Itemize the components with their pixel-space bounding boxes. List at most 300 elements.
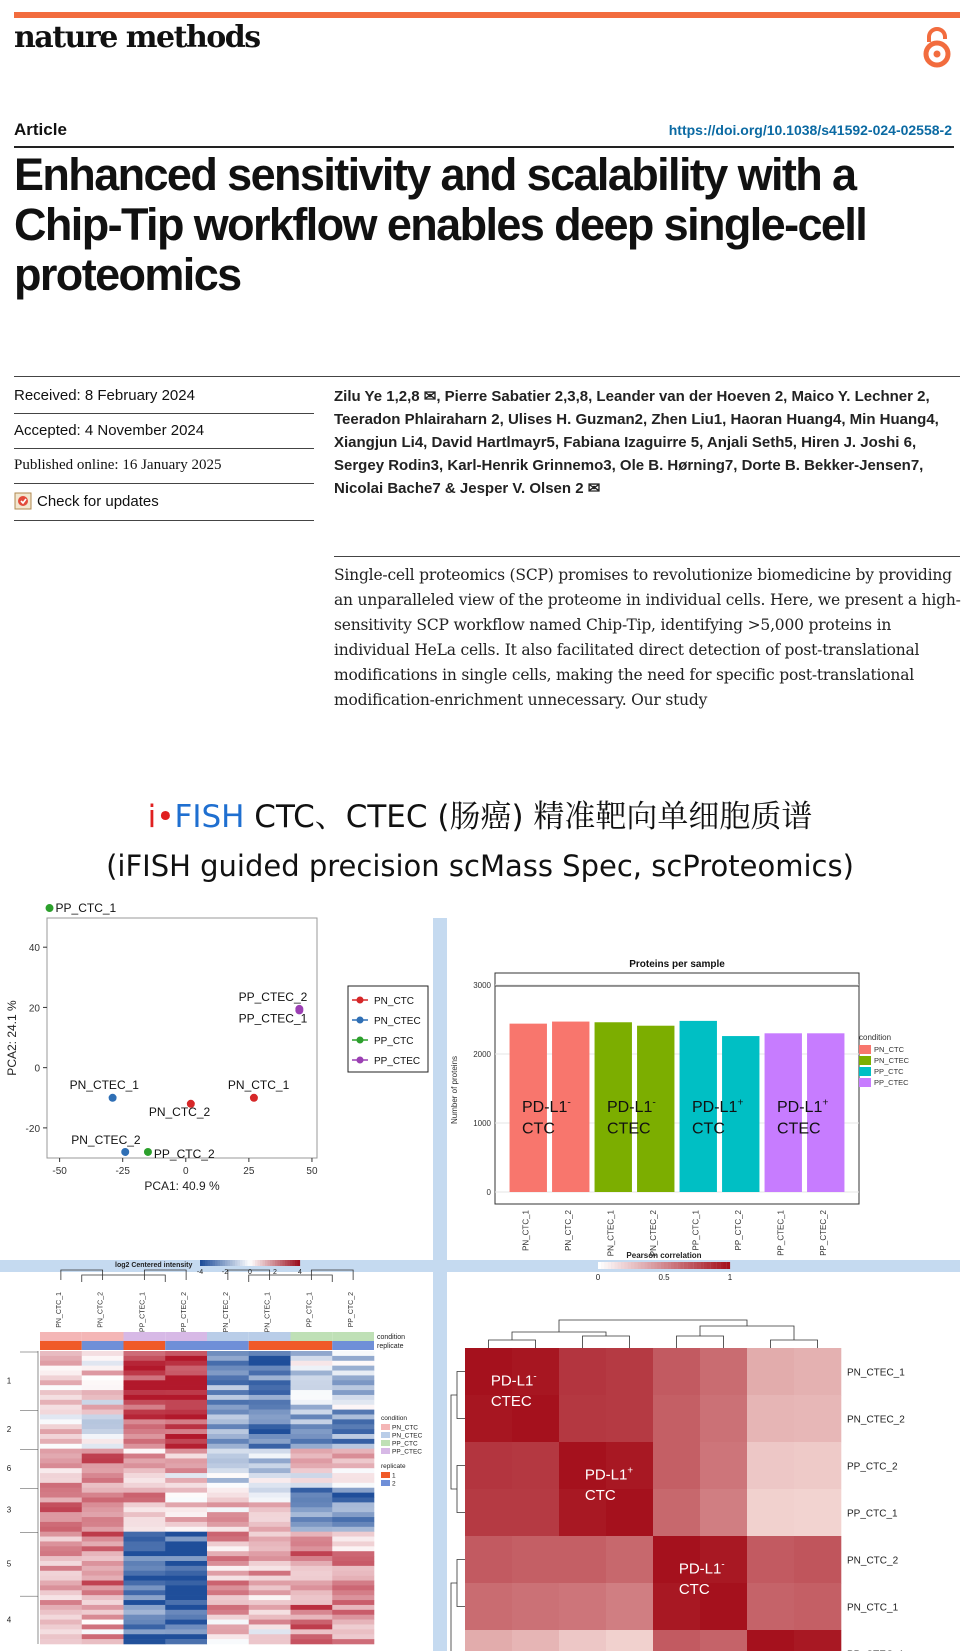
hm1-cell — [40, 1351, 82, 1356]
hm1-cell — [82, 1556, 124, 1561]
hm1-cell — [82, 1546, 124, 1551]
hm2-top-dendrogram — [771, 1340, 818, 1348]
abstract-text: Single-cell proteomics (SCP) promises to revolutionize biomedicine by providing an unparalleled view of the proteome in individual cells. Here, we present a high-sensitivity SCP workflow named Chip-Tip, identifying >5,000 proteins in individual HeLa cells. It also facilitated direct detection of post-translational modifications in single cells, making the need for specific post-translational modification-enrichment unnecessary. Our study — [334, 566, 961, 709]
published-date: Published online: 16 January 2025 — [14, 457, 222, 473]
bar-annotation-line2: CTC — [692, 1120, 725, 1138]
hm1-cell — [124, 1410, 166, 1415]
hm1-cell — [249, 1439, 291, 1444]
hm1-cell — [207, 1541, 249, 1546]
hm1-cell — [207, 1629, 249, 1634]
hm1-cell — [207, 1405, 249, 1410]
pca-y-tick-label: 40 — [28, 943, 40, 955]
hm1-cell — [291, 1522, 333, 1527]
hm1-cell — [291, 1527, 333, 1532]
hm1-cell — [124, 1473, 166, 1478]
hm1-legend-label: 1 — [392, 1472, 396, 1480]
hm2-annotation-line2: CTEC — [490, 1392, 532, 1410]
hm2-scale-bar-step — [654, 1262, 657, 1269]
hm1-cell — [165, 1546, 207, 1551]
hm1-cell — [291, 1405, 333, 1410]
hm1-cell — [82, 1410, 124, 1415]
hm1-cell — [124, 1400, 166, 1405]
hm1-scale-tick-label: 2 — [273, 1269, 277, 1276]
pca-legend-label: PP_CTEC — [374, 1056, 421, 1067]
hm1-cell — [291, 1449, 333, 1454]
hm1-cell — [124, 1434, 166, 1439]
hm1-replicate-cell — [291, 1341, 333, 1350]
hm1-cell — [82, 1361, 124, 1366]
hm1-column-label: PP_CTEC_2 — [181, 1292, 189, 1333]
hm1-condition-cell — [332, 1332, 374, 1341]
hm2-scale-bar-step — [644, 1262, 647, 1269]
hm1-cell — [332, 1571, 374, 1576]
hm1-replicate-cell — [332, 1341, 374, 1350]
hm2-cell — [606, 1536, 653, 1583]
bar-legend-label: PN_CTEC — [874, 1056, 910, 1065]
hm1-cell — [249, 1463, 291, 1468]
hm1-cell — [40, 1576, 82, 1581]
hm1-cell — [165, 1414, 207, 1419]
bar-legend-swatch — [859, 1045, 871, 1054]
bar-legend-label: PP_CTC — [874, 1067, 904, 1076]
hm2-row-label: PN_CTEC_1 — [847, 1367, 905, 1379]
hm1-cell — [165, 1449, 207, 1454]
hm1-cell — [124, 1493, 166, 1498]
hm1-cell — [82, 1478, 124, 1483]
hm1-cell — [165, 1634, 207, 1639]
hm1-cell — [40, 1449, 82, 1454]
bar-x-tick-label: PP_CTC_1 — [691, 1210, 701, 1251]
pca-x-tick-label: 50 — [306, 1166, 318, 1177]
hm1-cell — [124, 1454, 166, 1459]
hm1-cell — [124, 1615, 166, 1620]
hm1-cell — [124, 1595, 166, 1600]
hm1-cell — [40, 1502, 82, 1507]
hm1-cell — [207, 1424, 249, 1429]
hm2-scale-bar-step — [631, 1262, 634, 1269]
hm1-legend-swatch — [381, 1424, 390, 1430]
hm1-cell — [249, 1351, 291, 1356]
hm1-cell — [40, 1375, 82, 1380]
pca-legend-marker — [357, 1057, 364, 1064]
hm1-cell — [207, 1576, 249, 1581]
hm1-cell — [40, 1498, 82, 1503]
bar-annotation: PD-L1+ — [692, 1097, 744, 1116]
hm1-cell — [124, 1468, 166, 1473]
hm1-cell — [291, 1590, 333, 1595]
hm2-left-dendrogram — [451, 1583, 457, 1651]
hm1-cell — [207, 1537, 249, 1542]
hm2-scale-bar-step — [634, 1262, 637, 1269]
hm1-cell — [207, 1610, 249, 1615]
hm1-cell — [165, 1522, 207, 1527]
hm1-cell — [332, 1551, 374, 1556]
hm2-scale-bar-step — [638, 1262, 641, 1269]
hm2-cell — [794, 1348, 841, 1395]
bar-x-tick-label: PN_CTC_2 — [563, 1210, 573, 1251]
hm2-cell — [747, 1583, 794, 1630]
hm1-scale-bar-step — [213, 1260, 216, 1266]
check-updates-button[interactable] — [14, 492, 159, 510]
hm1-cell — [165, 1434, 207, 1439]
check-updates-icon — [14, 492, 32, 510]
hm1-cell — [124, 1419, 166, 1424]
bar-annotation-line2: CTEC — [777, 1120, 821, 1138]
hm1-cell — [207, 1444, 249, 1449]
hm1-scale-bar-step — [268, 1260, 271, 1266]
hm1-cell — [124, 1522, 166, 1527]
hm1-cell — [165, 1585, 207, 1590]
hm1-legend-swatch — [381, 1440, 390, 1446]
hm2-left-dendrogram — [457, 1372, 465, 1419]
hm1-cell — [249, 1605, 291, 1610]
hm1-cell — [291, 1473, 333, 1478]
hm1-cell — [291, 1414, 333, 1419]
hm1-cell — [165, 1375, 207, 1380]
hm1-replicate-cell — [124, 1341, 166, 1350]
hm1-cell — [207, 1473, 249, 1478]
hm1-cell — [332, 1463, 374, 1468]
hm1-cell — [207, 1454, 249, 1459]
hm1-cell — [332, 1356, 374, 1361]
hm1-scale-bar-step — [283, 1260, 286, 1266]
pca-point-label: PP_CTEC_2 — [238, 989, 308, 1004]
hm1-cell — [124, 1537, 166, 1542]
hm1-row-cluster-label: 4 — [6, 1615, 12, 1625]
hm1-cell — [207, 1590, 249, 1595]
hm1-cell — [124, 1502, 166, 1507]
hm1-cell — [165, 1419, 207, 1424]
hm1-cell — [124, 1449, 166, 1454]
hm1-cell — [40, 1546, 82, 1551]
hm1-cell — [291, 1532, 333, 1537]
hm1-cell — [82, 1522, 124, 1527]
hm2-cell — [559, 1630, 606, 1651]
hm1-cell — [124, 1351, 166, 1356]
hm1-cell — [40, 1488, 82, 1493]
hm1-cell — [40, 1405, 82, 1410]
hm1-cell — [82, 1502, 124, 1507]
pca-point-label: PN_CTEC_1 — [69, 1077, 139, 1092]
hm2-row-label: PP_CTC_2 — [847, 1461, 898, 1473]
hm1-scale-bar-step — [238, 1260, 241, 1266]
hm1-scale-bar-step — [223, 1260, 226, 1266]
hm2-cell — [512, 1442, 559, 1489]
hm1-cell — [40, 1629, 82, 1634]
hm1-cell — [165, 1366, 207, 1371]
hm1-cell — [207, 1439, 249, 1444]
hm1-cell — [124, 1424, 166, 1429]
hm1-row-cluster-label: 6 — [6, 1464, 12, 1474]
hm1-cell — [40, 1458, 82, 1463]
hm1-cell — [207, 1493, 249, 1498]
hm1-cell — [82, 1390, 124, 1395]
hm1-cell — [165, 1576, 207, 1581]
bar-legend-swatch — [859, 1078, 871, 1087]
hm1-cell — [207, 1449, 249, 1454]
hm1-legend-swatch — [381, 1432, 390, 1438]
hm1-cell — [82, 1629, 124, 1634]
hm1-cell — [82, 1595, 124, 1600]
title-rule — [14, 146, 954, 148]
hm1-cell — [124, 1571, 166, 1576]
hm1-cell — [249, 1424, 291, 1429]
hm1-cell — [124, 1385, 166, 1390]
hm1-cell — [82, 1605, 124, 1610]
hm2-cell — [700, 1630, 747, 1651]
hm1-cell — [40, 1380, 82, 1385]
hm1-replicate-cell — [207, 1341, 249, 1350]
accepted-date: Accepted: 4 November 2024 — [14, 422, 205, 439]
hm1-cell — [332, 1454, 374, 1459]
hm1-legend-label: PN_CTEC — [392, 1432, 423, 1440]
hm1-cell — [291, 1439, 333, 1444]
hm2-cell — [653, 1395, 700, 1442]
hm1-cell — [249, 1473, 291, 1478]
bar-legend-title: condition — [859, 1033, 892, 1042]
hm1-cell — [207, 1385, 249, 1390]
hm1-cell — [124, 1590, 166, 1595]
hm1-cell — [249, 1512, 291, 1517]
bar-y-tick-label: 1000 — [473, 1119, 491, 1128]
hm2-cell — [653, 1442, 700, 1489]
hm1-legend-label: PP_CTC — [392, 1440, 418, 1448]
hm1-cell — [165, 1371, 207, 1376]
hm1-condition-cell — [165, 1332, 207, 1341]
hm1-cell — [207, 1380, 249, 1385]
hm2-scale-bar-step — [608, 1262, 611, 1269]
hm2-scale-bar-step — [723, 1262, 726, 1269]
hm1-cell — [124, 1527, 166, 1532]
bar-annotation: PD-L1- — [522, 1097, 571, 1116]
hm1-cell — [291, 1498, 333, 1503]
hm1-cell — [165, 1571, 207, 1576]
hm1-cell — [207, 1375, 249, 1380]
hm2-scale-bar-step — [601, 1262, 604, 1269]
hm1-cell — [291, 1493, 333, 1498]
hm1-cell — [291, 1581, 333, 1586]
hm2-annotation: PD-L1- — [490, 1371, 537, 1390]
hm1-cell — [207, 1615, 249, 1620]
hm1-cell — [249, 1468, 291, 1473]
hm1-legend-label: PP_CTEC — [392, 1448, 422, 1456]
hm2-cell — [465, 1536, 512, 1583]
hm1-cell — [82, 1507, 124, 1512]
pca-point-label: PP_CTC_2 — [153, 1146, 215, 1161]
hm1-cell — [40, 1371, 82, 1376]
hm2-cell — [559, 1583, 606, 1630]
hm1-cell — [249, 1493, 291, 1498]
hm1-cell — [249, 1449, 291, 1454]
pca-point — [121, 1148, 129, 1156]
journal-accent-bar — [14, 12, 960, 18]
hm1-cell — [249, 1507, 291, 1512]
hm1-cell — [291, 1585, 333, 1590]
hm1-cell — [124, 1405, 166, 1410]
pca-x-tick-label: -50 — [52, 1166, 67, 1177]
caption-title: CTC、CTEC (肠癌) 精准靶向单细胞质谱 — [244, 799, 813, 835]
hm1-cell — [332, 1566, 374, 1571]
hm1-cell — [249, 1390, 291, 1395]
hm2-row-label: PP_CTC_1 — [847, 1508, 898, 1520]
hm1-cell — [207, 1468, 249, 1473]
hm1-cell — [124, 1356, 166, 1361]
hm2-scale-bar-step — [664, 1262, 667, 1269]
hm1-cell — [124, 1576, 166, 1581]
hm1-scale-bar-step — [273, 1260, 276, 1266]
meta-rule — [14, 413, 314, 414]
hm2-scale-bar-step — [710, 1262, 713, 1269]
hm1-cell — [249, 1478, 291, 1483]
hm1-scale-bar-step — [220, 1260, 223, 1266]
hm2-scale-bar-step — [605, 1262, 608, 1269]
hm1-scale-bar-step — [225, 1260, 228, 1266]
hm1-cell — [207, 1556, 249, 1561]
hm1-scale-bar-step — [298, 1260, 301, 1266]
meta-rule — [14, 448, 314, 449]
hm1-scale-bar-step — [255, 1260, 258, 1266]
hm2-cell — [606, 1348, 653, 1395]
hm1-scale-bar-step — [233, 1260, 236, 1266]
hm1-cell — [124, 1366, 166, 1371]
hm1-cell — [124, 1512, 166, 1517]
hm1-cell — [332, 1624, 374, 1629]
hm1-cell — [291, 1400, 333, 1405]
hm2-scale-bar-step — [690, 1262, 693, 1269]
hm1-scale-bar-step — [240, 1260, 243, 1266]
hm1-cell — [207, 1478, 249, 1483]
hm2-cell — [700, 1489, 747, 1536]
hm2-cell — [794, 1442, 841, 1489]
bar-x-tick-label: PP_CTC_2 — [733, 1210, 743, 1251]
hm1-cell — [82, 1405, 124, 1410]
figure-caption-line1 — [0, 791, 960, 836]
hm2-scale-tick-label: 1 — [727, 1273, 733, 1282]
hm1-cell — [207, 1400, 249, 1405]
hm1-cell — [291, 1639, 333, 1644]
hm2-top-dendrogram — [677, 1336, 724, 1348]
hm1-cell — [82, 1483, 124, 1488]
hm1-cell — [332, 1610, 374, 1615]
hm1-cell — [40, 1517, 82, 1522]
hm1-cell — [207, 1414, 249, 1419]
hm1-cell — [165, 1493, 207, 1498]
hm1-cell — [332, 1351, 374, 1356]
hm2-cell — [700, 1395, 747, 1442]
hm1-cell — [207, 1551, 249, 1556]
meta-rule — [14, 483, 314, 484]
hm1-cell — [332, 1458, 374, 1463]
hm1-cell — [332, 1620, 374, 1625]
hm1-cell — [249, 1556, 291, 1561]
hm1-cell — [249, 1571, 291, 1576]
hm1-cell — [291, 1546, 333, 1551]
hm1-cell — [165, 1507, 207, 1512]
hm2-cell — [465, 1630, 512, 1651]
hm2-cell — [747, 1630, 794, 1651]
hm1-cell — [291, 1551, 333, 1556]
hm1-cell — [165, 1639, 207, 1644]
hm1-cell — [291, 1624, 333, 1629]
hm2-cell — [700, 1442, 747, 1489]
pca-legend-label: PN_CTC — [374, 996, 415, 1007]
hm1-cell — [165, 1395, 207, 1400]
hm1-cell — [332, 1488, 374, 1493]
hm1-cell — [82, 1366, 124, 1371]
hm1-cell — [207, 1366, 249, 1371]
hm1-cell — [82, 1454, 124, 1459]
hm2-annotation-line2: CTC — [678, 1580, 710, 1598]
hm1-cell — [249, 1395, 291, 1400]
hm1-cell — [82, 1380, 124, 1385]
article-type-label: Article — [14, 120, 67, 139]
hm2-scale-bar-step — [621, 1262, 624, 1269]
hm1-cell — [82, 1493, 124, 1498]
bar-y-tick-label: 3000 — [473, 981, 491, 990]
hm1-cell — [332, 1429, 374, 1434]
doi-link[interactable]: https://doi.org/10.1038/s41592-024-02558-2 — [668, 122, 952, 138]
hm2-cell — [794, 1395, 841, 1442]
hm1-cell — [82, 1468, 124, 1473]
hm1-cell — [124, 1546, 166, 1551]
hm1-cell — [40, 1419, 82, 1424]
hm1-cell — [165, 1405, 207, 1410]
hm1-cell — [40, 1605, 82, 1610]
intensity-heatmap — [0, 1262, 433, 1651]
hm1-cell — [82, 1620, 124, 1625]
hm1-cell — [82, 1351, 124, 1356]
hm2-cell — [794, 1489, 841, 1536]
hm1-cell — [332, 1639, 374, 1644]
hm2-cell — [512, 1583, 559, 1630]
hm2-cell — [465, 1442, 512, 1489]
hm1-cell — [40, 1590, 82, 1595]
hm1-cell — [249, 1498, 291, 1503]
hm1-cell — [249, 1537, 291, 1542]
hm1-cell — [207, 1361, 249, 1366]
hm2-cell — [559, 1348, 606, 1395]
hm2-scale-bar-step — [624, 1262, 627, 1269]
hm2-cell — [747, 1395, 794, 1442]
hm2-cell — [747, 1489, 794, 1536]
hm1-cell — [40, 1551, 82, 1556]
hm1-cell — [332, 1605, 374, 1610]
journal-name[interactable]: nature methods — [14, 20, 260, 55]
hm1-row-cluster-label: 3 — [6, 1505, 12, 1515]
pca-y-axis-label: PCA2: 24.1 % — [5, 1000, 19, 1076]
hm1-cell — [40, 1454, 82, 1459]
hm1-cell — [82, 1498, 124, 1503]
hm1-cell — [40, 1385, 82, 1390]
hm1-cell — [40, 1600, 82, 1605]
hm1-cell — [291, 1566, 333, 1571]
author-list: Zilu Ye 1,2,8 ✉, Pierre Sabatier 2,3,8, Leander van der Hoeven 2, Maico Y. Lechner 2, Teeradon Phlairaharn 2, Ulises H. Guzman2, Zhen Liu1, Haoran Huang4, Min Huang4, Xiangjun Li4, David Hartlmayr5, Fabiana Izaguirre 5, Anjali Seth5, Hiren J. Joshi 6, Sergey Rodin3, Karl-Henrik Grinnemo3, Ole B. Hørning7, Dorte B. Bekker-Jensen7, Nicolai Bache7 & Jesper V. Olsen 2 ✉ — [334, 388, 939, 497]
hm1-cell — [165, 1512, 207, 1517]
bar-y-tick-label: 2000 — [473, 1050, 491, 1059]
hm1-cell — [291, 1595, 333, 1600]
hm2-scale-bar-step — [727, 1262, 730, 1269]
hm1-cell — [332, 1522, 374, 1527]
hm1-scale-bar-step — [280, 1260, 283, 1266]
hm1-scale-bar-step — [210, 1260, 213, 1266]
hm1-cell — [291, 1629, 333, 1634]
hm1-cell — [291, 1410, 333, 1415]
hm1-cell — [124, 1620, 166, 1625]
bar-chart-title: Proteins per sample — [629, 959, 725, 970]
hm1-cell — [124, 1532, 166, 1537]
hm1-cell — [291, 1537, 333, 1542]
hm1-cell — [291, 1600, 333, 1605]
